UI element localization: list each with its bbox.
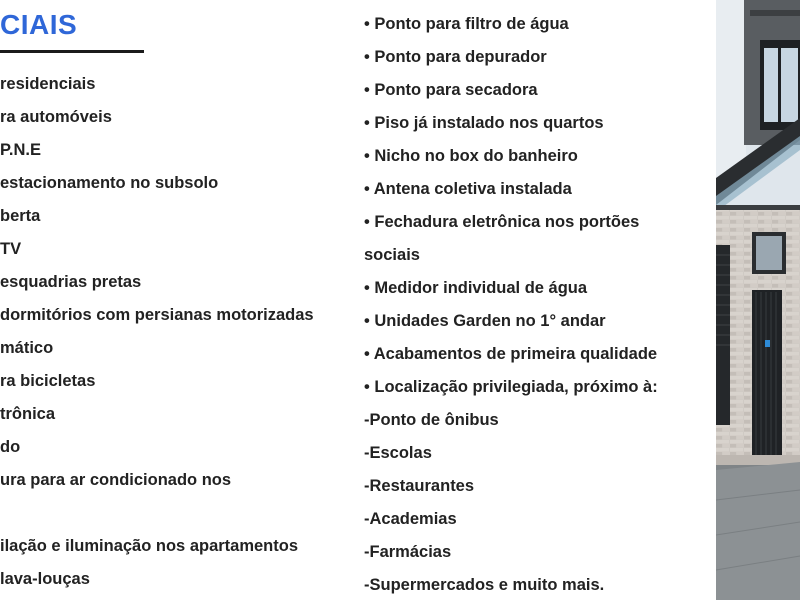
title-underline <box>0 50 144 53</box>
list-item: -Academias <box>364 510 457 528</box>
list-item: mático <box>0 339 54 357</box>
list-item: • Ponto para depurador <box>364 48 547 66</box>
list-item: • Ponto para filtro de água <box>364 15 569 33</box>
list-item: -Farmácias <box>364 543 452 561</box>
list-item: esquadrias pretas <box>0 273 142 291</box>
list-item: • Piso já instalado nos quartos <box>364 114 604 132</box>
list-item: • Acabamentos de primeira qualidade <box>364 345 658 363</box>
section-title: CIAIS <box>0 9 78 40</box>
left-feature-list <box>0 68 350 596</box>
list-item: • Localização privilegiada, próximo à: <box>364 378 658 396</box>
list-item: estacionamento no subsolo <box>0 174 219 192</box>
list-item: berta <box>0 207 41 225</box>
list-item: ra automóveis <box>0 108 112 126</box>
list-item: -Escolas <box>364 444 432 462</box>
list-item: • Nicho no box do banheiro <box>364 147 578 165</box>
door-sign <box>765 340 770 347</box>
list-item: • Antena coletiva instalada <box>364 180 572 198</box>
list-item: sociais <box>364 246 420 264</box>
list-item: • Medidor individual de água <box>364 279 588 297</box>
list-item: -Restaurantes <box>364 477 475 495</box>
list-item: -Supermercados e muito mais. <box>364 576 605 594</box>
list-item: P.N.E <box>0 141 41 159</box>
list-item: • Unidades Garden no 1° andar <box>364 312 606 330</box>
list-item: • Ponto para secadora <box>364 81 538 99</box>
list-item: ilação e iluminação nos apartamentos <box>0 537 299 555</box>
building-photo <box>716 0 800 600</box>
list-item <box>0 497 350 530</box>
list-item: TV <box>0 240 22 258</box>
list-item: dormitórios com persianas motorizadas <box>0 306 314 324</box>
list-item: • Fechadura eletrônica nos portões <box>364 213 640 231</box>
list-item: ra bicicletas <box>0 372 96 390</box>
building-illustration <box>716 0 800 600</box>
list-item: trônica <box>0 405 56 423</box>
right-feature-list <box>364 8 710 602</box>
list-item: residenciais <box>0 75 96 93</box>
list-item: lava-louças <box>0 570 90 588</box>
list-item: do <box>0 438 21 456</box>
list-item: -Ponto de ônibus <box>364 411 499 429</box>
list-item: ura para ar condicionado nos <box>0 471 232 489</box>
